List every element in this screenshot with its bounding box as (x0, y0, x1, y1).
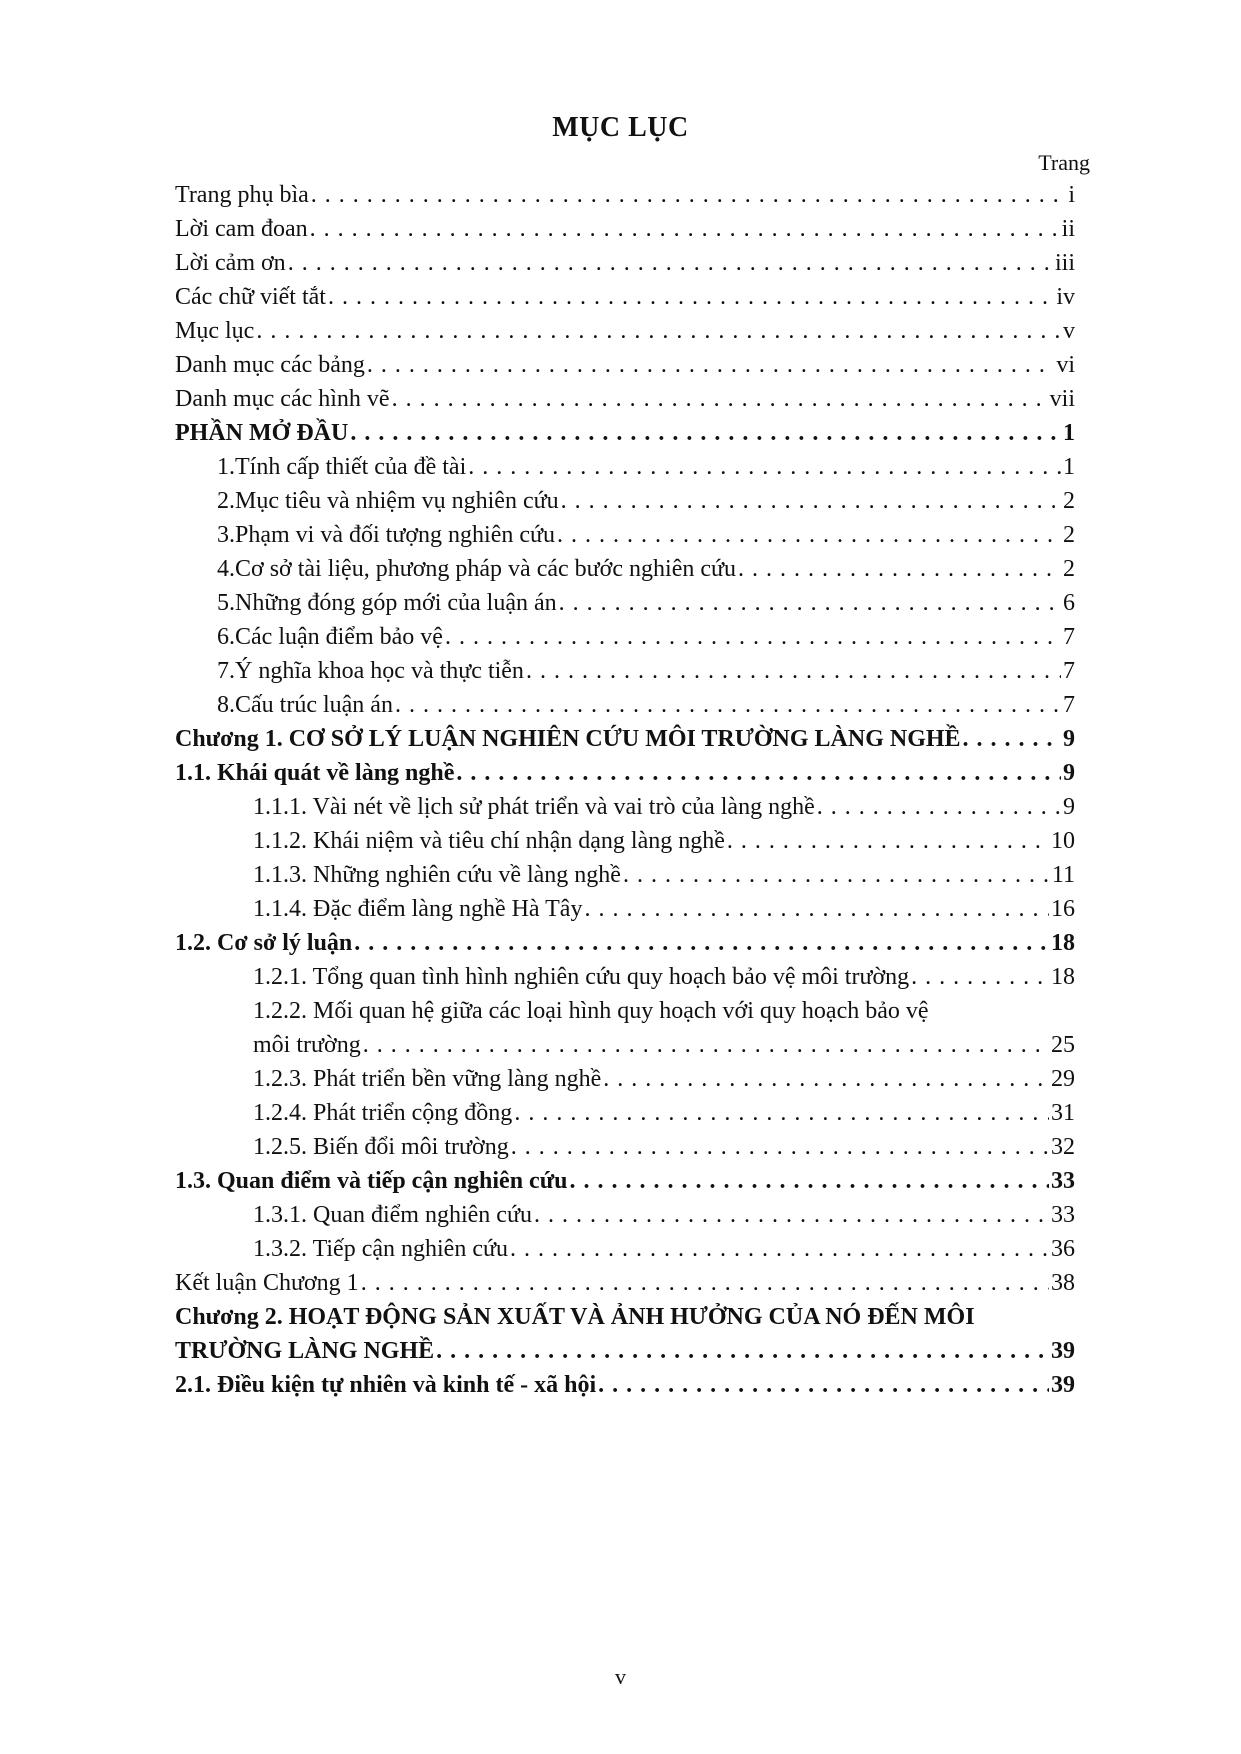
page-column-header: Trang (1038, 150, 1090, 175)
toc-entry: 1.1.4. Đặc điểm làng nghề Hà Tây . . . 16 (175, 892, 1075, 926)
toc-title: MỤC LỤC (552, 112, 689, 143)
toc-entry: môi trường . . . 25 (175, 1028, 1075, 1062)
toc-entry: 1.2.3. Phát triển bền vững làng nghề . . . 29 (175, 1062, 1075, 1096)
toc-section-heading: 1.2. Cơ sở lý luận . . . 18 (175, 926, 1075, 960)
toc-chapter-heading: Chương 1. CƠ SỞ LÝ LUẬN NGHIÊN CỨU MÔI TRƯỜNG LÀNG NGHỀ . . . 9 (175, 722, 1075, 756)
toc-entry: 2. Mục tiêu và nhiệm vụ nghiên cứu . . . 2 (175, 484, 1075, 518)
toc-entry: 1.2.5. Biến đổi môi trường . . . 32 (175, 1130, 1075, 1164)
toc-entry: 1. Tính cấp thiết của đề tài . . . 1 (175, 450, 1075, 484)
toc-entry: 1.2.1. Tổng quan tình hình nghiên cứu quy hoạch bảo vệ môi trường . . . 18 (175, 960, 1075, 994)
toc-entry: Kết luận Chương 1 . . . 38 (175, 1266, 1075, 1300)
toc-entry-first-line: 1.2.2. Mối quan hệ giữa các loại hình quy hoạch với quy hoạch bảo vệ (253, 998, 929, 1024)
toc-entry: Danh mục các hình vẽ . . . vii (175, 382, 1075, 416)
toc-chapter-heading-first-line: Chương 2. HOẠT ĐỘNG SẢN XUẤT VÀ ẢNH HƯỞNG CỦA NÓ ĐẾN MÔI (175, 1304, 975, 1330)
toc-entry: 1.1.2. Khái niệm và tiêu chí nhận dạng làng nghề . . . 10 (175, 824, 1075, 858)
page-number: v (615, 1664, 626, 1689)
toc-section-heading: 1.1. Khái quát về làng nghề . . . 9 (175, 756, 1075, 790)
table-of-contents (175, 178, 1075, 1402)
toc-entry: Các chữ viết tắt . . . iv (175, 280, 1075, 314)
toc-entry: 1.1.1. Vài nét về lịch sử phát triển và vai trò của làng nghề . . . 9 (175, 790, 1075, 824)
toc-entry: Lời cảm ơn . . . iii (175, 246, 1075, 280)
toc-entry: 1.1.3. Những nghiên cứu về làng nghề . . . 11 (175, 858, 1075, 892)
toc-entry: 1.3.2. Tiếp cận nghiên cứu . . . 36 (175, 1232, 1075, 1266)
toc-entry: 1.3.1. Quan điểm nghiên cứu . . . 33 (175, 1198, 1075, 1232)
toc-entry: Trang phụ bìa . . . i (175, 178, 1075, 212)
toc-entry: Lời cam đoan . . . ii (175, 212, 1075, 246)
toc-entry: 6. Các luận điểm bảo vệ . . . 7 (175, 620, 1075, 654)
toc-entry: 4. Cơ sở tài liệu, phương pháp và các bước nghiên cứu . . . 2 (175, 552, 1075, 586)
toc-entry: 7. Ý nghĩa khoa học và thực tiễn . . . 7 (175, 654, 1075, 688)
toc-entry: 8. Cấu trúc luận án . . . 7 (175, 688, 1075, 722)
toc-entry: 5. Những đóng góp mới của luận án . . . 6 (175, 586, 1075, 620)
toc-entry: 3. Phạm vi và đối tượng nghiên cứu . . . 2 (175, 518, 1075, 552)
toc-chapter-heading: TRƯỜNG LÀNG NGHỀ . . . 39 (175, 1334, 1075, 1368)
toc-entry: Mục lục . . . v (175, 314, 1075, 348)
toc-section-heading: PHẦN MỞ ĐẦU . . . 1 (175, 416, 1075, 450)
toc-section-heading: 1.3. Quan điểm và tiếp cận nghiên cứu . . . 33 (175, 1164, 1075, 1198)
toc-section-heading: 2.1. Điều kiện tự nhiên và kinh tế - xã hội . . . 39 (175, 1368, 1075, 1402)
toc-entry: 1.2.4. Phát triển cộng đồng . . . 31 (175, 1096, 1075, 1130)
toc-entry: Danh mục các bảng . . . vi (175, 348, 1075, 382)
